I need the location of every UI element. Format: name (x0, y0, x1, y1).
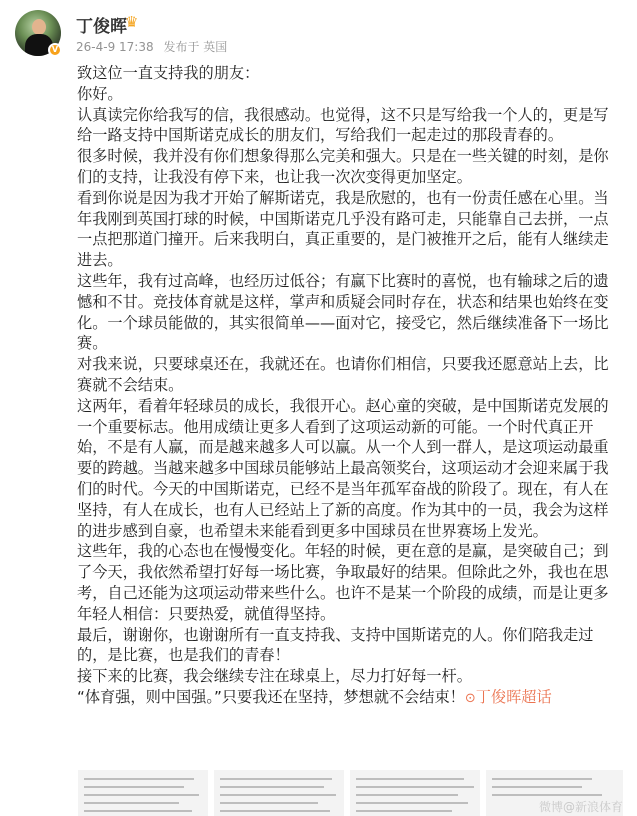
watermark: 微博@新浪体育 (538, 800, 623, 814)
crown-icon: ♛ (125, 13, 139, 31)
paragraph: 你好。 (77, 84, 123, 103)
paragraph: 最后，谢谢你，也谢谢所有一直支持我、支持中国斯诺克的人。你们陪我走过的，是比赛，也是我们的青春！ (77, 625, 594, 665)
letter-image-thumb[interactable] (214, 770, 344, 816)
topic-link-icon: ⊙ (464, 690, 476, 706)
topic-label: 丁俊晖超话 (475, 687, 552, 706)
paragraph: 这些年，我有过高峰，也经历过低谷；有赢下比赛时的喜悦，也有输球之后的遗憾和不甘。竞技体育就是这样，掌声和质疑会同时存在，状态和结果也始终在变化。一个球员能做的，其实很简单——面对它，接受它，然后继续准备下一场比赛。 (77, 271, 609, 353)
post-meta (76, 38, 233, 55)
paragraph: 很多时候，我并没有你们想象得那么完美和强大。只是在一些关键的时刻，是你们的支持，让我没有停下来，也让我一次次变得更加坚定。 (77, 147, 609, 186)
verified-badge-icon: V (48, 43, 62, 57)
closing-text: “体育强，则中国强。”只要我还在坚持，梦想就不会结束！ (77, 687, 465, 706)
paragraph: 这些年，我的心态也在慢慢变化。年轻的时候，更在意的是赢，是突破自己；到了今天，我依然希望打好每一场比赛，争取最好的结果。但除此之外，我也在思考，自己还能为这项运动带来些什么。也许不是某一个阶段的成绩，而是让更多年轻人相信：只要热爱，就值得坚持。 (77, 542, 609, 623)
paragraph: 这两年，看着年轻球员的成长，我很开心。赵心童的突破，是中国斯诺克发展的一个重要标志。他用成绩让更多人看到了这项运动新的可能。一个时代真正开始，不是有人赢，而是越来越多人可以赢。从一个人到一群人，是这项运动最重要的跨越。当越来越多中国球员能够站上最高领奖台，这项运动才会迎来属于我们的时代。今天的中国斯诺克，已经不是当年孤军奋战的阶段了。现在，有人在坚持，有人在成长，也有人已经站上了新的高度。作为其中的一员，我会为这样的进步感到自豪，也希望未来能看到更多中国球员在世界赛场上发光。 (77, 396, 609, 540)
username[interactable]: 丁俊晖 (76, 17, 127, 37)
paragraph: 对我来说，只要球桌还在，我就还在。也请你们相信，只要我还愿意站上去，比赛就不会结束。 (77, 355, 609, 394)
topic-link[interactable] (465, 688, 552, 706)
post-source: 发布于 英国 (163, 40, 228, 54)
avatar-face (32, 19, 46, 35)
post-body (77, 63, 617, 710)
letter-image-thumb[interactable] (78, 770, 208, 816)
timestamp[interactable]: 26-4-9 17:38 (76, 40, 154, 54)
closing-line (77, 687, 617, 710)
paragraph: 致这位一直支持我的朋友： (77, 64, 260, 82)
post-header (0, 0, 637, 64)
letter-image-thumb[interactable] (350, 770, 480, 816)
paragraph: 认真读完你给我写的信，我很感动。也觉得，这不只是写给我一个人的，更是写给一路支持中国斯诺克成长的朋友们，写给我们一起走过的那段青春的。 (77, 105, 609, 145)
paragraph: 看到你说是因为我才开始了解斯诺克，我是欣慰的，也有一份责任感在心里。当年我刚到英国打球的时候，中国斯诺克几乎没有路可走，只能靠自己去拼，一点一点把那道门撞开。后来我明白，真正重要的，是门被推开之后，能有人继续走进去。 (77, 188, 609, 270)
paragraph: 接下来的比赛，我会继续专注在球桌上，尽力打好每一杆。 (77, 667, 472, 686)
